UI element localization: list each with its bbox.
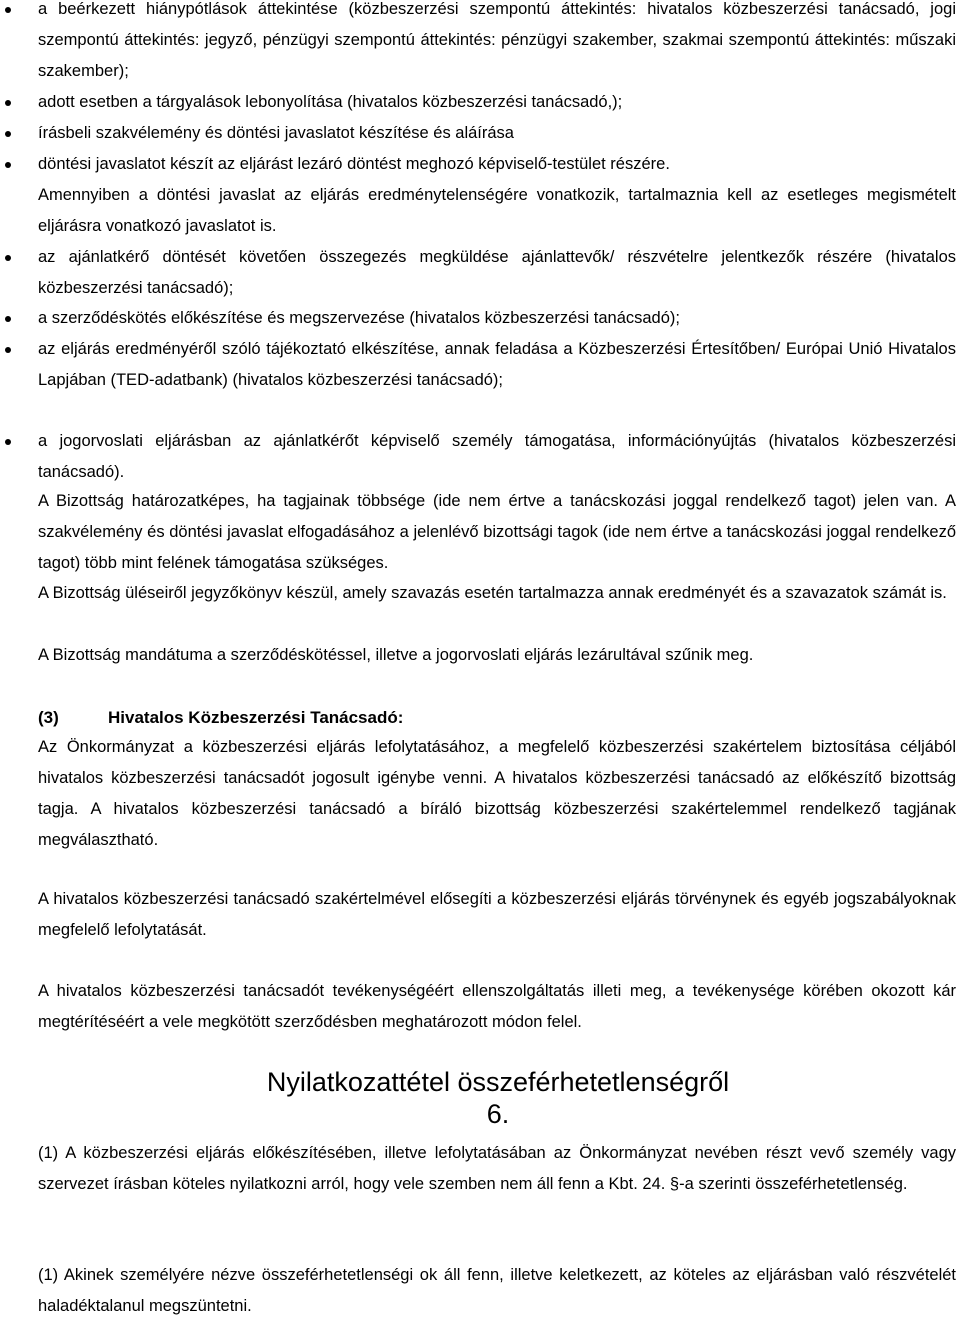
- list-item: [38, 87, 956, 118]
- bullet-text: az ajánlatkérő döntését követően összegezés megküldése ajánlattevők/ részvételre jelentkezők részére (hivatalos közbeszerzési tanácsadó);: [38, 248, 956, 297]
- paragraph-text: A hivatalos közbeszerzési tanácsadó szakértelmével elősegíti a közbeszerzési eljárás törvénynek és egyéb jogszabályoknak megfelelő lefolytatását.: [38, 890, 956, 939]
- paragraph-text: A hivatalos közbeszerzési tanácsadót tevékenységéért ellenszolgáltatás illeti meg, a tevékenysége körében okozott kár megtérítéséért a vele megkötött szerződésben meghatározott módon felel.: [38, 982, 956, 1031]
- paragraph: [38, 578, 956, 609]
- section-heading: [38, 702, 403, 733]
- bullet-text: a beérkezett hiánypótlások áttekintése (közbeszerzési szempontú áttekintés: hivatalos közbeszerzési tanácsadó, jogi szempontú áttekintés: jegyző, pénzügyi szempontú áttekintés: pénzügyi szakember, szakmai szempontú áttekintés: műszaki szakember);: [38, 0, 956, 80]
- paragraph: [38, 180, 956, 242]
- paragraph-text: Amennyiben a döntési javaslat az eljárás eredménytelenségére vonatkozik, tartalmaznia kell az esetleges megismételt eljárásra vonatkozó javaslatot is.: [38, 186, 956, 235]
- bullet-dot-icon: [5, 162, 11, 168]
- paragraph-text: A Bizottság mandátuma a szerződéskötéssel, illetve a jogorvoslati eljárás lezárultával szűnik meg.: [38, 646, 754, 664]
- list-item: [38, 303, 956, 334]
- bullet-dot-icon: [5, 255, 11, 261]
- paragraph: [38, 640, 956, 671]
- list-item: [38, 242, 956, 304]
- bullet-dot-icon: [5, 131, 11, 137]
- bullet-text: adott esetben a tárgyalások lebonyolítása (hivatalos közbeszerzési tanácsadó,);: [38, 93, 623, 111]
- paragraph-text: Az Önkormányzat a közbeszerzési eljárás lefolytatásához, a megfelelő közbeszerzési szakértelem biztosítása céljából hivatalos közbeszerzési tanácsadót jogosult igénybe venni. A hivatalos közbeszerzési tanácsadó az előkészítő bizottság tagja. A hivatalos közbeszerzési tanácsadó a bíráló bizottság közbeszerzési szakértelemmel rendelkező tagjának megválasztható.: [38, 738, 956, 849]
- list-item: [38, 118, 956, 149]
- paragraph: [38, 1138, 956, 1200]
- paragraph: [38, 884, 956, 946]
- paragraph: [38, 486, 956, 579]
- bullet-text: a szerződéskötés előkészítése és megszervezése (hivatalos közbeszerzési tanácsadó);: [38, 309, 680, 327]
- list-item: [38, 426, 956, 488]
- chapter-number: 6.: [486, 1099, 510, 1129]
- paragraph: [38, 976, 956, 1038]
- section-number: (3): [38, 708, 59, 727]
- list-item: [38, 0, 956, 87]
- paragraph-text: A Bizottság határozatképes, ha tagjainak többsége (ide nem értve a tanácskozási joggal rendelkező tagot) jelen van. A szakvélemény és döntési javaslat elfogadásához a jelenlévő bizottsági tagok (ide nem értve a tanácskozási joggal rendelkező tagot) több mint felének támogatása szükséges.: [38, 492, 956, 572]
- paragraph-text: (1) Akinek személyére nézve összeférhetetlenségi ok áll fenn, illetve keletkezett, az köteles az eljárásban való részvételét haladéktalanul megszüntetni.: [38, 1266, 956, 1315]
- bullet-text: az eljárás eredményéről szóló tájékoztató elkészítése, annak feladása a Közbeszerzési Értesítőben/ Európai Unió Hivatalos Lapjában (TED-adatbank) (hivatalos közbeszerzési tanácsadó);: [38, 340, 956, 389]
- bullet-dot-icon: [5, 439, 11, 445]
- list-item: [38, 334, 956, 396]
- bullet-text: a jogorvoslati eljárásban az ajánlatkérőt képviselő személy támogatása, információnyújtás (hivatalos közbeszerzési tanácsadó).: [38, 432, 956, 481]
- chapter-title: Nyilatkozattétel összeférhetetlenségről: [266, 1067, 730, 1097]
- bullet-text: döntési javaslatot készít az eljárást lezáró döntést meghozó képviselő-testület részére.: [38, 155, 670, 173]
- bullet-dot-icon: [5, 100, 11, 106]
- bullet-text: írásbeli szakvélemény és döntési javaslatot készítése és aláírása: [38, 124, 514, 142]
- list-item: [38, 149, 956, 180]
- bullet-dot-icon: [5, 316, 11, 322]
- paragraph: [38, 1260, 956, 1322]
- paragraph-text: (1) A közbeszerzési eljárás előkészítésében, illetve lefolytatásában az Önkormányzat nevében részt vevő személy vagy szervezet írásban köteles nyilatkozni arról, hogy vele szemben nem áll fenn a Kbt. 24. §-a szerinti összeférhetetlenség.: [38, 1144, 956, 1193]
- section-title: Hivatalos Közbeszerzési Tanácsadó:: [108, 708, 404, 727]
- bullet-dot-icon: [5, 347, 11, 353]
- bullet-dot-icon: [5, 7, 11, 13]
- paragraph: [38, 732, 956, 856]
- paragraph-text: A Bizottság üléseiről jegyzőkönyv készül, amely szavazás esetén tartalmazza annak eredményét és a szavazatok számát is.: [38, 584, 947, 602]
